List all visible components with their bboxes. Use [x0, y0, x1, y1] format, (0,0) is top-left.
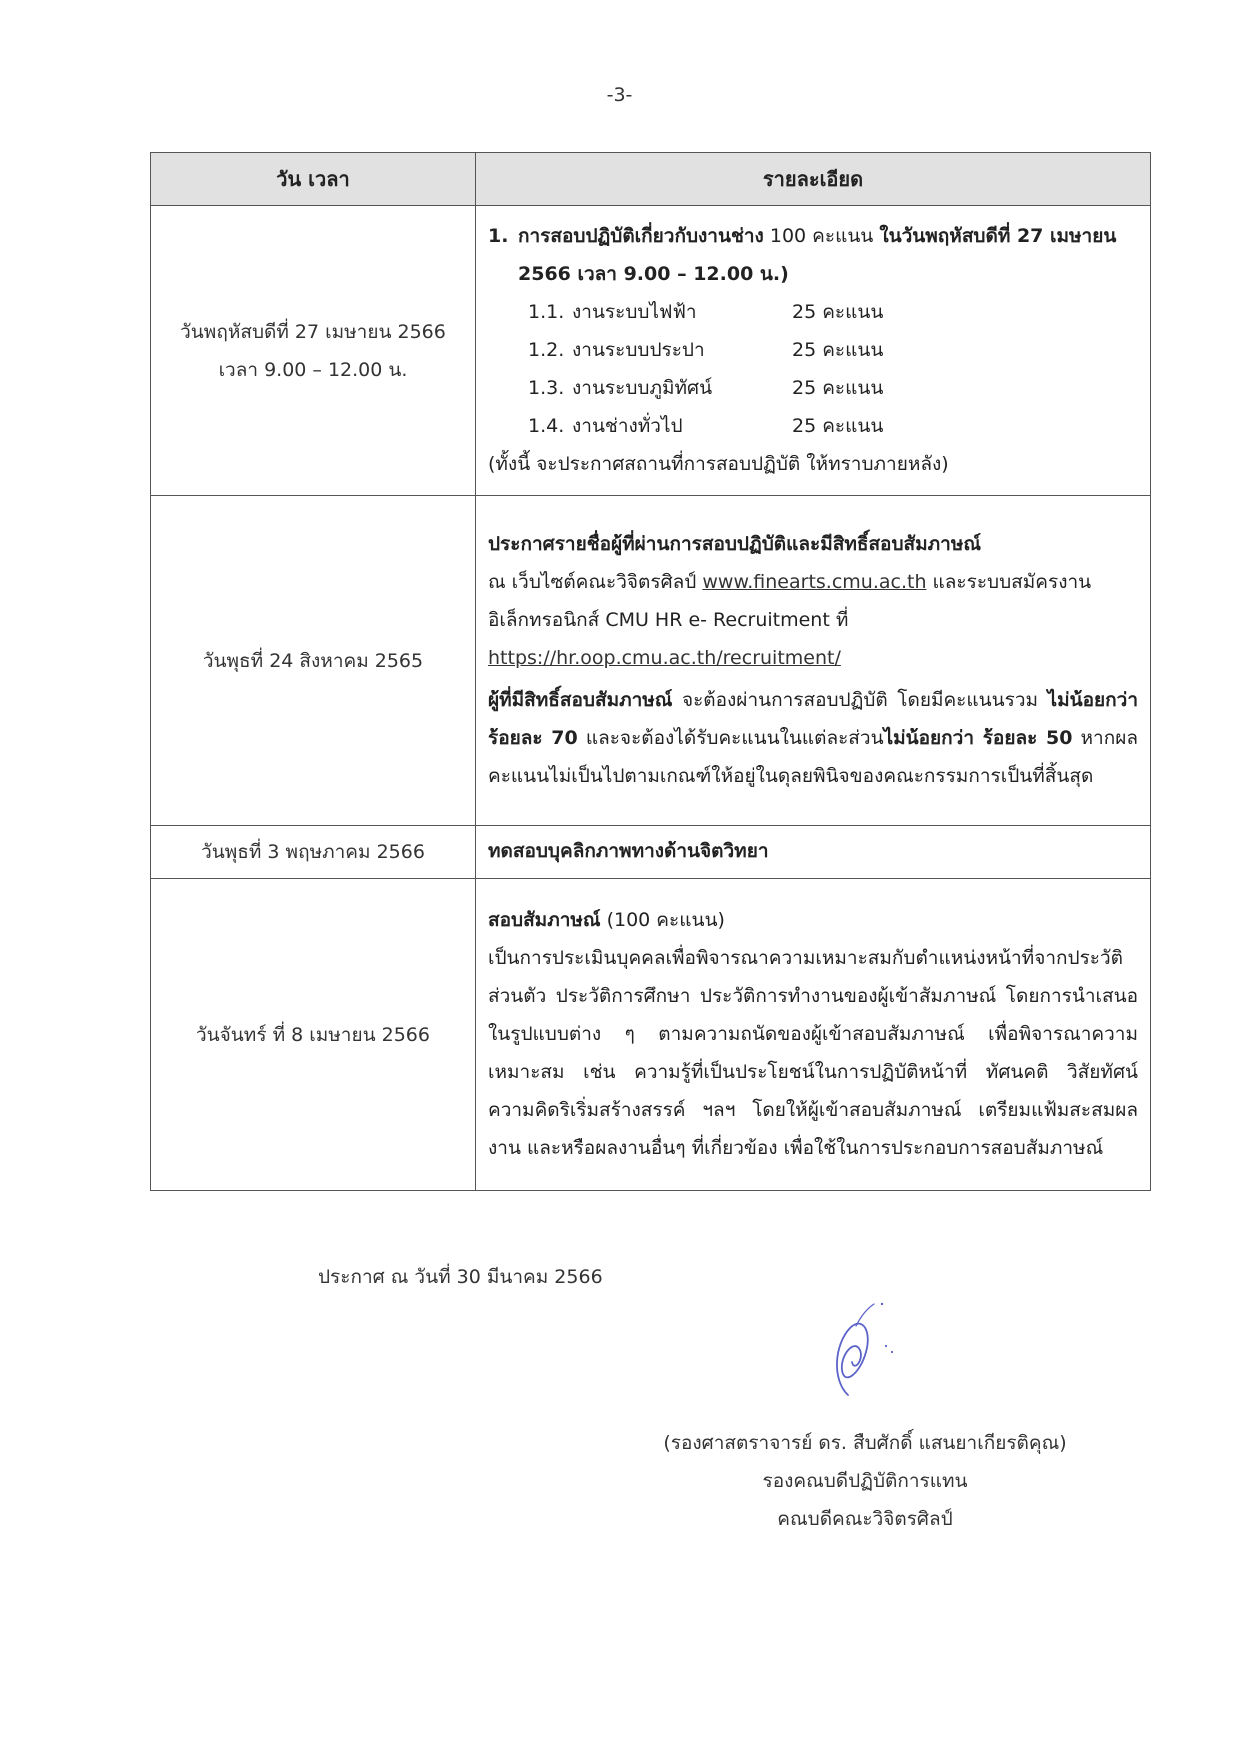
subitem-number: 1.2.	[528, 338, 565, 361]
table-row	[151, 496, 1151, 826]
practical-exam-score: 100 คะแนน	[763, 224, 880, 247]
min-total-score: ไม่น้อยกว่า ร้อยละ 70	[488, 688, 1138, 749]
eligible-text-2: และจะต้องได้รับคะแนนในแต่ละส่วน	[577, 726, 884, 749]
table-row	[151, 206, 1151, 496]
eligible-label: ผู้ที่มีสิทธิ์สอบสัมภาษณ์	[488, 688, 673, 711]
row1-date-cell	[151, 206, 476, 496]
interview-title: สอบสัมภาษณ์	[488, 908, 601, 931]
practical-exam-item	[488, 217, 1138, 293]
schedule-table	[150, 152, 1151, 1191]
subitem-row	[488, 331, 1138, 369]
announcement-date: ประกาศ ณ วันที่ 30 มีนาคม 2566	[318, 1266, 603, 1288]
recruitment-url-link[interactable]: https://hr.oop.cmu.ac.th/recruitment/	[488, 646, 841, 669]
subitem-number: 1.3.	[528, 376, 565, 399]
row1-date-line1: วันพฤหัสบดีที่ 27 เมษายน 2566	[180, 320, 446, 343]
signatory-name: (รองศาสตราจารย์ ดร. สืบศักดิ์ แสนยาเกียรติคุณ)	[663, 1432, 1067, 1454]
practical-exam-date: ในวันพฤหัสบดีที่ 27 เมษายน 2566 เวลา 9.00 – 12.00 น.)	[518, 224, 1117, 285]
location-note: (ทั้งนี้ จะประกาศสถานที่การสอบปฏิบัติ ให้ทราบภายหลัง)	[488, 452, 949, 475]
subitem-label: งานระบบประปา	[572, 338, 705, 361]
subitem-label: งานระบบไฟฟ้า	[572, 300, 697, 323]
shortlist-text-1: ณ เว็บไซต์คณะวิจิตรศิลป์	[488, 570, 703, 593]
subitem-score: 25 คะแนน	[792, 376, 884, 399]
subitem-score: 25 คะแนน	[792, 300, 884, 323]
handwritten-signature	[810, 1300, 900, 1410]
min-each-score: ไม่น้อยกว่า ร้อยละ 50	[883, 726, 1073, 749]
subitem-row	[488, 369, 1138, 407]
table-row	[151, 879, 1151, 1191]
row4-date-cell: วันจันทร์ ที่ 8 เมษายน 2566	[151, 879, 476, 1191]
shortlist-title: ประกาศรายชื่อผู้ที่ผ่านการสอบปฏิบัติและมีสิทธิ์สอบสัมภาษณ์	[488, 532, 981, 555]
item-number: 1.	[488, 224, 509, 247]
personality-test-title: ทดสอบบุคลิกภาพทางด้านจิตวิทยา	[476, 826, 1151, 879]
eligible-text-1: จะต้องผ่านการสอบปฏิบัติ โดยมีคะแนนรวม	[672, 688, 1048, 711]
subitem-score: 25 คะแนน	[792, 414, 884, 437]
practical-exam-title: การสอบปฏิบัติเกี่ยวกับงานช่าง	[518, 224, 764, 247]
shortlist-text-2: และระบบสมัครงานอิเล็กทรอนิกส์ CMU HR e- Recruitment ที่	[488, 570, 1092, 631]
interview-description: เป็นการประเมินบุคคลเพื่อพิจารณาความเหมาะสมกับตำแหน่งหน้าที่จากประวัติส่วนตัว ประวัติการศึกษา ประวัติการทำงานของผู้เข้าสัมภาษณ์ โดยการนำเสนอในรูปแบบต่าง ๆ ตามความถนัดของผู้เข้าสอบสัมภาษณ์ เพื่อพิจารณาความเหมาะสม เช่น ความรู้ที่เป็นประโยชน์ในการปฏิบัติหน้าที่ ทัศนคติ วิสัยทัศน์ ความคิดริเริ่มสร้างสรรค์ ฯลฯ โดยให้ผู้เข้าสอบสัมภาษณ์ เตรียมแฟ้มสะสมผลงาน และหรือผลงานอื่นๆ ที่เกี่ยวข้อง เพื่อใช้ในการประกอบการสอบสัมภาษณ์	[488, 946, 1138, 1159]
interview-score: (100 คะแนน)	[600, 908, 725, 931]
subitem-number: 1.1.	[528, 300, 565, 323]
header-details: รายละเอียด	[476, 153, 1151, 206]
page-number: -3-	[606, 84, 633, 106]
row2-date-cell: วันพุธที่ 24 สิงหาคม 2565	[151, 496, 476, 826]
row1-detail-cell	[476, 206, 1151, 496]
subitem-score: 25 คะแนน	[792, 338, 884, 361]
subitem-label: งานระบบภูมิทัศน์	[572, 376, 713, 399]
row3-date-cell: วันพุธที่ 3 พฤษภาคม 2566	[151, 826, 476, 879]
table-header-row	[151, 153, 1151, 206]
subitem-number: 1.4.	[528, 414, 565, 437]
row4-detail-cell	[476, 879, 1151, 1191]
website-link[interactable]: www.finearts.cmu.ac.th	[702, 570, 927, 593]
signatory-position: รองคณบดีปฏิบัติการแทน	[762, 1470, 968, 1492]
subitem-label: งานช่างทั่วไป	[572, 414, 683, 437]
row1-date-line2: เวลา 9.00 – 12.00 น.	[218, 358, 408, 381]
row2-detail-cell	[476, 496, 1151, 826]
header-date-time: วัน เวลา	[151, 153, 476, 206]
subitem-row	[488, 407, 1138, 445]
subitem-row	[488, 293, 1138, 331]
signatory-position-2: คณบดีคณะวิจิตรศิลป์	[777, 1508, 953, 1530]
eligible-text-3: หากผลคะแนนไม่เป็นไปตามเกณฑ์ให้อยู่ในดุลยพินิจของคณะกรรมการเป็นที่สิ้นสุด	[488, 726, 1139, 787]
table-row	[151, 826, 1151, 879]
